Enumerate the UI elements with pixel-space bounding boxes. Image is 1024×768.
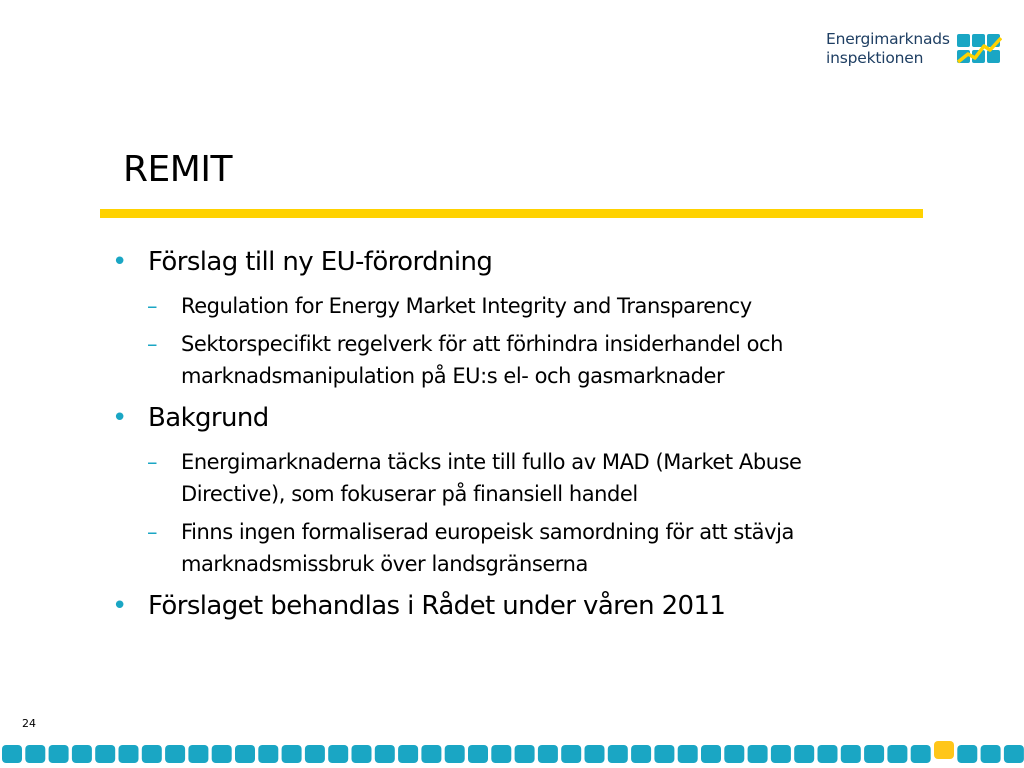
footer-square [258, 745, 278, 763]
footer-square [235, 745, 255, 763]
footer-square [142, 745, 162, 763]
footer-square [561, 745, 581, 763]
logo-mark-icon [956, 32, 1002, 68]
slide-title: REMIT [123, 149, 232, 190]
company-logo [826, 30, 1002, 68]
footer-square [748, 745, 768, 763]
footer-square [212, 745, 232, 763]
footer-square [421, 745, 441, 763]
logo-text [826, 30, 950, 68]
sub-bullet-item [112, 290, 912, 322]
dash-icon: – [147, 332, 158, 356]
bullet-text: Bakgrund [148, 403, 269, 433]
footer-square [491, 745, 511, 763]
footer-square [864, 745, 884, 763]
page-number: 24 [22, 717, 36, 730]
footer-square [25, 745, 45, 763]
bullet-dot-icon: • [112, 247, 127, 277]
sub-bullet-text: Regulation for Energy Market Integrity and Transparency [181, 294, 752, 318]
sub-bullet-text: Finns ingen formaliserad europeisk samordning för att stävja marknadsmissbruk över landsgränserna [181, 520, 794, 576]
footer-square [305, 745, 325, 763]
footer-square [678, 745, 698, 763]
footer-square [701, 745, 721, 763]
footer-square [375, 745, 395, 763]
sub-bullet-item [112, 446, 911, 510]
footer-square [328, 745, 348, 763]
sub-bullet-text: Energimarknaderna täcks inte till fullo av MAD (Market Abuse Directive), som fokuserar på finansiell handel [181, 450, 802, 506]
footer-square [608, 745, 628, 763]
bullet-text: Förslaget behandlas i Rådet under våren 2011 [148, 591, 726, 621]
footer-square [119, 745, 139, 763]
footer-square [95, 745, 115, 763]
footer-square [957, 745, 977, 763]
bullet-item [112, 244, 912, 280]
footer-square [49, 745, 69, 763]
footer-square [841, 745, 861, 763]
logo-line-1: Energimarknads [826, 30, 950, 48]
footer-square [771, 745, 791, 763]
footer-square [72, 745, 92, 763]
dash-icon: – [147, 520, 158, 544]
footer-square [282, 745, 302, 763]
footer-decoration [2, 741, 1024, 765]
footer-square [794, 745, 814, 763]
dash-icon: – [147, 450, 158, 474]
footer-square [352, 745, 372, 763]
slide-body [112, 244, 912, 634]
footer-square [515, 745, 535, 763]
footer-square [585, 745, 605, 763]
bullet-item [112, 588, 912, 624]
dash-icon: – [147, 294, 158, 318]
footer-square [981, 745, 1001, 763]
footer-square [631, 745, 651, 763]
sub-bullet-text: Sektorspecifikt regelverk för att förhindra insiderhandel och marknadsmanipulation på EU:s el- och gasmarknader [181, 332, 783, 388]
title-underline [100, 209, 923, 218]
footer-square [654, 745, 674, 763]
footer-square [165, 745, 185, 763]
footer-square [188, 745, 208, 763]
footer-square [2, 745, 22, 763]
sub-bullet-item [112, 516, 911, 580]
bullet-dot-icon: • [112, 403, 127, 433]
bullet-dot-icon: • [112, 591, 127, 621]
footer-square [887, 745, 907, 763]
footer-square [538, 745, 558, 763]
logo-line-2: inspektionen [826, 49, 924, 67]
footer-square [445, 745, 465, 763]
footer-square [1004, 745, 1024, 763]
footer-square [911, 745, 931, 763]
bullet-text: Förslag till ny EU-förordning [148, 247, 493, 277]
footer-square [818, 745, 838, 763]
sub-bullet-item [112, 328, 881, 392]
footer-square [398, 745, 418, 763]
footer-square [468, 745, 488, 763]
footer-highlight-square [934, 741, 954, 759]
bullet-item [112, 400, 912, 436]
footer-square [724, 745, 744, 763]
